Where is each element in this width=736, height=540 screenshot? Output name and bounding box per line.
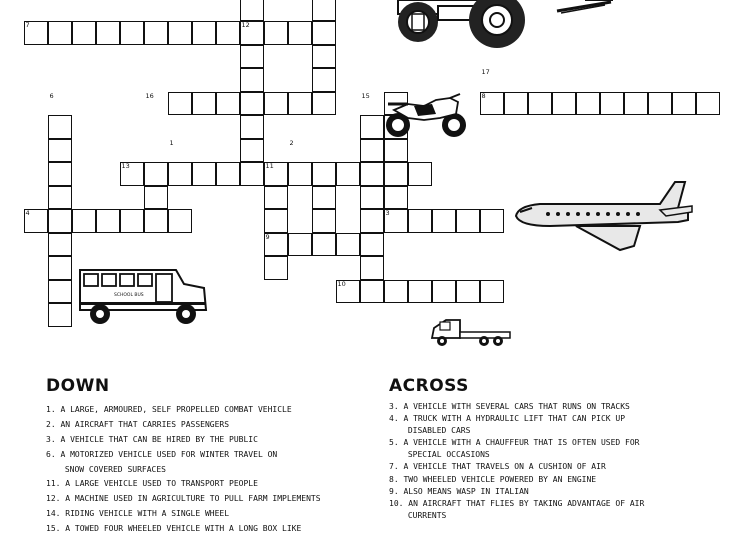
clue-text: A MACHINE USED IN AGRICULTURE TO PULL FARM IMPLEMENTS [65, 494, 321, 504]
glider-illustration [555, 0, 615, 14]
clue-number-label: 16 [145, 91, 154, 100]
clue-number-label: 4 [25, 209, 30, 217]
grid-cell[interactable] [48, 256, 72, 280]
clue-text: A VEHICLE WITH A CHAUFFEUR THAT IS OFTEN USED FOR [403, 438, 640, 448]
down-clue-item [46, 525, 321, 533]
grid-cell[interactable] [144, 209, 168, 233]
clue-text: SPECIAL OCCASIONS [407, 450, 490, 460]
truck-illustration [428, 314, 514, 348]
clue-text: AN AIRCRAFT THAT FLIES BY TAKING ADVANTAGE OF AIR [408, 498, 645, 508]
clue-text: AN AIRCRAFT THAT CARRIES PASSENGERS [60, 419, 230, 429]
across-clue-item [389, 512, 644, 520]
grid-cell[interactable] [216, 92, 240, 116]
grid-cell[interactable] [192, 92, 216, 116]
down-clue-item [46, 466, 321, 474]
grid-cell[interactable] [360, 186, 384, 210]
grid-cell[interactable] [528, 92, 552, 116]
clue-number-label: 11 [265, 162, 274, 170]
clue-number: 4. [389, 414, 399, 424]
down-clue-item [46, 451, 321, 459]
clue-text: RIDING VEHICLE WITH A SINGLE WHEEL [65, 509, 230, 519]
grid-cell[interactable] [216, 21, 240, 45]
grid-cell[interactable] [312, 186, 336, 210]
grid-cell[interactable] [168, 162, 192, 186]
grid-cell[interactable] [48, 139, 72, 163]
down-clue-item [46, 436, 321, 444]
grid-cell[interactable] [264, 92, 288, 116]
across-clue-item [389, 439, 644, 447]
clue-number-label: 13 [121, 162, 130, 170]
grid-cell[interactable] [240, 0, 264, 21]
grid-cell[interactable] [432, 209, 456, 233]
grid-cell[interactable] [312, 162, 336, 186]
grid-cell[interactable] [312, 233, 336, 257]
grid-cell[interactable] [168, 21, 192, 45]
tractor-illustration [380, 0, 540, 55]
motorcycle-illustration [384, 92, 470, 138]
across-clue-item [389, 451, 644, 459]
grid-cell[interactable] [264, 209, 288, 233]
clue-number-label: 10 [337, 279, 346, 288]
grid-cell[interactable] [48, 303, 72, 327]
clue-number: 15. [46, 524, 61, 534]
grid-cell[interactable] [264, 186, 288, 210]
clue-number-label: 1 [169, 138, 174, 147]
grid-cell[interactable] [360, 233, 384, 257]
grid-cell[interactable] [384, 186, 408, 210]
grid-cell[interactable] [480, 280, 504, 304]
grid-cell[interactable] [312, 68, 336, 92]
clue-number: 9. [389, 486, 399, 496]
clue-number-label: 17 [481, 68, 490, 76]
grid-cell[interactable] [312, 0, 336, 21]
clue-number: 3. [389, 402, 399, 411]
across-clue-item [389, 488, 644, 496]
grid-cell[interactable] [288, 21, 312, 45]
clue-number-label: 3 [385, 209, 390, 217]
clue-text: A LARGE VEHICLE USED TO TRANSPORT PEOPLE [65, 479, 258, 489]
clue-number: 8. [389, 474, 399, 484]
across-clue-list [389, 403, 644, 524]
grid-cell[interactable] [144, 186, 168, 210]
across-clue-item [389, 415, 644, 423]
down-clue-item [46, 421, 321, 429]
clue-text: ALSO MEANS WASP IN ITALIAN [403, 486, 529, 496]
grid-cell[interactable] [168, 209, 192, 233]
clue-text: SNOW COVERED SURFACES [64, 464, 166, 474]
grid-cell[interactable] [48, 162, 72, 186]
across-clue-item [389, 403, 644, 411]
grid-cell[interactable] [360, 280, 384, 304]
clue-text: A MOTORIZED VEHICLE USED FOR WINTER TRAVEL ON [60, 449, 278, 459]
across-clue-item [389, 427, 644, 435]
grid-cell[interactable] [456, 280, 480, 304]
grid-cell[interactable] [408, 280, 432, 304]
grid-cell[interactable] [264, 21, 288, 45]
clue-number-label: 7 [25, 21, 30, 29]
grid-cell[interactable] [288, 162, 312, 186]
grid-cell[interactable] [360, 256, 384, 280]
down-clue-list [46, 406, 321, 540]
grid-cell[interactable] [168, 92, 192, 116]
grid-cell[interactable] [72, 21, 96, 45]
clue-number: 7. [389, 462, 399, 472]
down-clue-item [46, 510, 321, 518]
grid-cell[interactable] [552, 92, 576, 116]
grid-cell[interactable] [72, 209, 96, 233]
clue-number-label: 2 [289, 138, 294, 147]
grid-cell[interactable] [120, 209, 144, 233]
clue-number: 5. [389, 438, 399, 448]
grid-cell[interactable] [240, 115, 264, 139]
grid-cell[interactable] [240, 68, 264, 92]
grid-cell[interactable] [336, 233, 360, 257]
grid-cell[interactable] [312, 45, 336, 69]
grid-cell[interactable] [696, 92, 720, 116]
grid-cell[interactable] [288, 233, 312, 257]
clue-number-label: 8 [481, 91, 486, 100]
clue-text: A VEHICLE THAT CAN BE HIRED BY THE PUBLIC [60, 434, 258, 444]
grid-cell[interactable] [144, 21, 168, 45]
clue-number-label: 12 [241, 21, 250, 29]
grid-cell[interactable] [312, 209, 336, 233]
grid-cell[interactable] [48, 233, 72, 257]
grid-cell[interactable] [384, 139, 408, 163]
grid-cell[interactable] [264, 256, 288, 280]
grid-cell[interactable] [240, 45, 264, 69]
grid-cell[interactable] [48, 280, 72, 304]
across-clue-item [389, 500, 644, 508]
school-bus-illustration [78, 266, 210, 328]
clue-number: 1. [46, 405, 56, 414]
grid-cell[interactable] [408, 209, 432, 233]
down-clue-item [46, 495, 321, 503]
grid-cell[interactable] [432, 280, 456, 304]
grid-cell[interactable] [408, 162, 432, 186]
clue-text: A VEHICLE THAT TRAVELS ON A CUSHION OF AIR [403, 462, 606, 472]
grid-cell[interactable] [360, 115, 384, 139]
grid-cell[interactable] [96, 21, 120, 45]
clue-text: A TOWED FOUR WHEELED VEHICLE WITH A LONG BOX LIKE [65, 524, 302, 534]
grid-cell[interactable] [144, 162, 168, 186]
grid-cell[interactable] [216, 162, 240, 186]
grid-cell[interactable] [384, 280, 408, 304]
grid-cell[interactable] [312, 21, 336, 45]
clue-number-label: 6 [49, 91, 54, 100]
grid-cell[interactable] [576, 92, 600, 116]
clue-number: 2. [46, 419, 56, 429]
clue-number: 10. [389, 498, 404, 508]
grid-cell[interactable] [288, 92, 312, 116]
across-heading: ACROSS [389, 376, 469, 396]
grid-cell[interactable] [48, 209, 72, 233]
across-clue-item [389, 463, 644, 471]
down-clue-item [46, 406, 321, 414]
grid-cell[interactable] [312, 92, 336, 116]
down-clue-item [46, 480, 321, 488]
clue-number: 3. [46, 434, 56, 444]
clue-number: 6. [46, 449, 56, 459]
grid-cell[interactable] [240, 92, 264, 116]
clue-text: CURRENTS [407, 510, 447, 520]
clue-text: A LARGE, ARMOURED, SELF PROPELLED COMBAT VEHICLE [60, 405, 292, 414]
grid-cell[interactable] [192, 21, 216, 45]
grid-cell[interactable] [48, 186, 72, 210]
clue-number: 11. [46, 479, 61, 489]
grid-cell[interactable] [504, 92, 528, 116]
clue-text: TWO WHEELED VEHICLE POWERED BY AN ENGINE [403, 474, 597, 484]
clue-number-label: 9 [265, 232, 270, 241]
grid-cell[interactable] [456, 209, 480, 233]
grid-cell[interactable] [624, 92, 648, 116]
grid-cell[interactable] [192, 162, 216, 186]
grid-cell[interactable] [672, 92, 696, 116]
across-clue-item [389, 476, 644, 484]
grid-cell[interactable] [360, 162, 384, 186]
clue-number: 14. [46, 509, 61, 519]
grid-cell[interactable] [480, 209, 504, 233]
grid-cell[interactable] [600, 92, 624, 116]
clue-number-label: 15 [361, 91, 370, 100]
grid-cell[interactable] [360, 209, 384, 233]
grid-cell[interactable] [360, 139, 384, 163]
grid-cell[interactable] [240, 139, 264, 163]
grid-cell[interactable] [336, 162, 360, 186]
clue-number: 12. [46, 494, 61, 504]
grid-cell[interactable] [48, 115, 72, 139]
bus-sign-text: SCHOOL BUS [114, 293, 144, 298]
down-heading: DOWN [46, 376, 110, 396]
grid-cell[interactable] [96, 209, 120, 233]
grid-cell[interactable] [120, 21, 144, 45]
airplane-illustration [510, 180, 695, 255]
clue-text: A VEHICLE WITH SEVERAL CARS THAT RUNS ON TRACKS [403, 402, 630, 411]
grid-cell[interactable] [240, 162, 264, 186]
grid-cell[interactable] [648, 92, 672, 116]
grid-cell[interactable] [384, 162, 408, 186]
grid-cell[interactable] [48, 21, 72, 45]
clue-text: A TRUCK WITH A HYDRAULIC LIFT THAT CAN PICK UP [403, 414, 626, 424]
clue-text: DISABLED CARS [407, 426, 471, 436]
